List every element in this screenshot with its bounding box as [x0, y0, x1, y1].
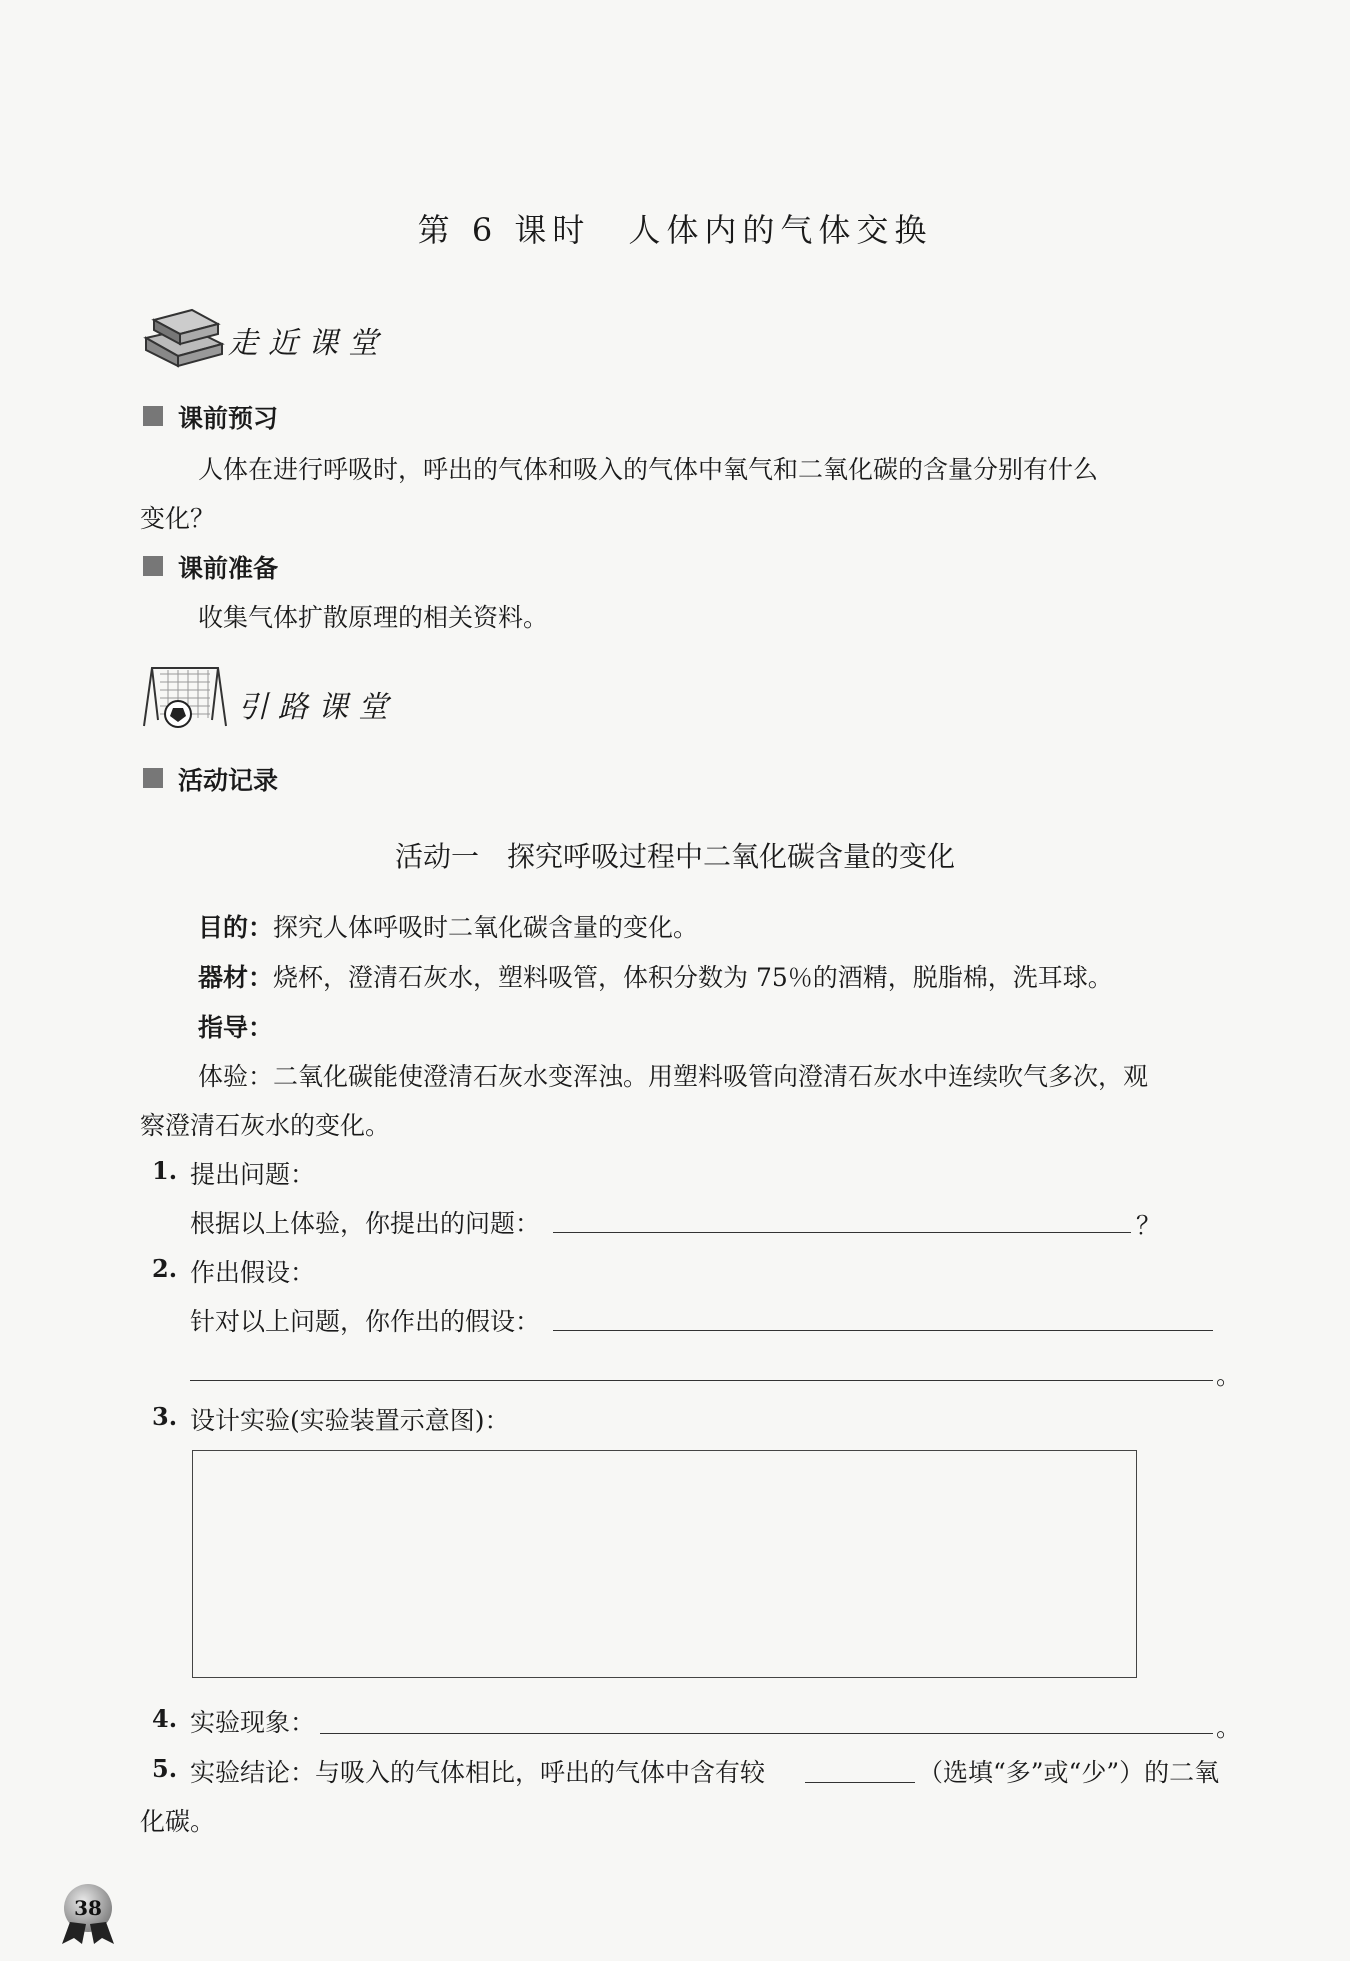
- answer-line-hypothesis-2[interactable]: [190, 1380, 1213, 1381]
- answer-line-phenomenon[interactable]: [320, 1733, 1213, 1734]
- materials-text: 烧杯，澄清石灰水，塑料吸管，体积分数为 75％的酒精，脱脂棉，洗耳球。: [273, 963, 1113, 992]
- answer-line-hypothesis-1[interactable]: [553, 1330, 1213, 1331]
- subheading-activity-record: 活动记录: [178, 766, 279, 795]
- item-number: 4.: [152, 1704, 178, 1733]
- question-prompt: 根据以上体验，你提出的问题：: [190, 1209, 541, 1238]
- prepare-text: 收集气体扩散原理的相关资料。: [198, 603, 549, 632]
- item-label-design: 设计实验(实验装置示意图)：: [190, 1406, 510, 1435]
- subheading-preview: 课前预习: [178, 404, 279, 433]
- purpose-text: 探究人体呼吸时二氧化碳含量的变化。: [273, 913, 699, 942]
- page-number: 38: [64, 1884, 112, 1932]
- item-label-phenomenon: 实验现象：: [190, 1708, 316, 1737]
- subheading-prepare: 课前准备: [178, 554, 279, 583]
- guide-label: 指导：: [198, 1013, 274, 1042]
- section-heading-zoujin: 走近课堂: [228, 326, 388, 361]
- answer-blank-conclusion[interactable]: [805, 1782, 915, 1783]
- item-number: 5.: [152, 1754, 178, 1783]
- materials-line: [198, 958, 1113, 994]
- item-number: 2.: [152, 1254, 178, 1283]
- experience-line-2: 察澄清石灰水的变化。: [140, 1111, 391, 1140]
- item-number: 1.: [152, 1156, 178, 1185]
- square-bullet: [143, 768, 163, 788]
- soccer-goal-icon: [138, 660, 230, 732]
- materials-label: 器材：: [198, 963, 274, 992]
- lesson-title: 第 6 课时 人体内的气体交换: [417, 211, 933, 249]
- preview-line-1: 人体在进行呼吸时，呼出的气体和吸入的气体中氧气和二氧化碳的含量分别有什么: [198, 455, 1099, 484]
- hypothesis-end-mark: 。: [1216, 1361, 1242, 1390]
- conclusion-after-text: （选填“多”或“少”）的二氧: [918, 1758, 1220, 1787]
- item-label-question: 提出问题：: [190, 1160, 316, 1189]
- page-badge-ribbon-icon: [62, 1922, 114, 1944]
- item-label-conclusion: 实验结论：与吸入的气体相比，呼出的气体中含有较: [190, 1758, 766, 1787]
- answer-line-question[interactable]: [553, 1232, 1131, 1233]
- purpose-label: 目的：: [198, 913, 274, 942]
- section-heading-yinlu: 引路课堂: [238, 690, 398, 725]
- square-bullet: [143, 406, 163, 426]
- preview-line-2: 变化？: [140, 504, 216, 533]
- hypothesis-prompt: 针对以上问题，你作出的假设：: [190, 1307, 541, 1336]
- conclusion-line-2: 化碳。: [140, 1807, 216, 1836]
- books-icon: [140, 298, 228, 370]
- item-label-hypothesis: 作出假设：: [190, 1258, 316, 1287]
- phenomenon-end-mark: 。: [1216, 1713, 1242, 1742]
- experience-line-1: 体验：二氧化碳能使澄清石灰水变浑浊。用塑料吸管向澄清石灰水中连续吹气多次，观: [198, 1062, 1149, 1091]
- activity-title: 活动一 探究呼吸过程中二氧化碳含量的变化: [394, 840, 955, 873]
- question-end-mark: ？: [1136, 1211, 1162, 1240]
- square-bullet: [143, 556, 163, 576]
- apparatus-diagram-box[interactable]: [192, 1450, 1137, 1678]
- item-number: 3.: [152, 1402, 178, 1431]
- purpose-line: [198, 908, 698, 944]
